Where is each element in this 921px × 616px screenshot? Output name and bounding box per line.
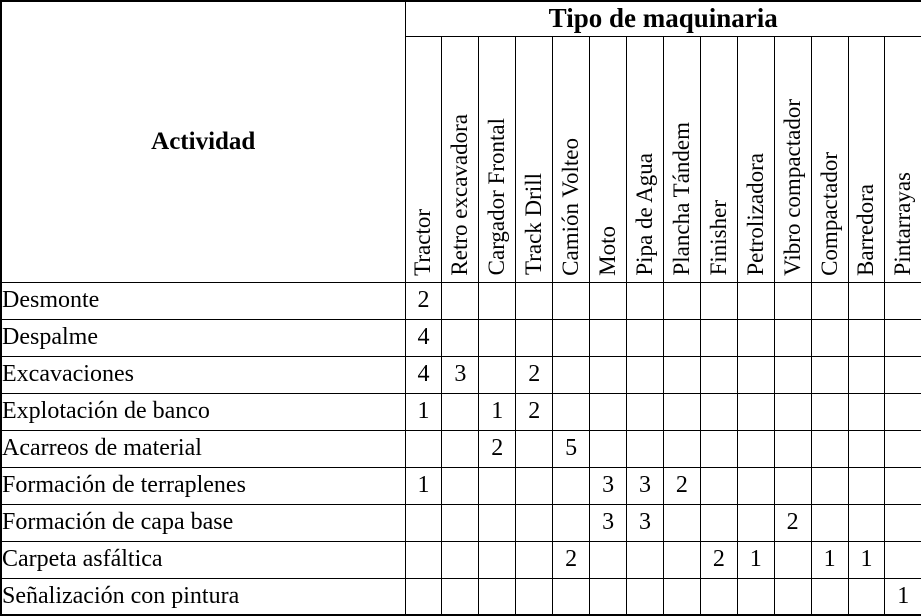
value-cell-camion-volteo: 5 bbox=[553, 430, 590, 467]
value-cell-track-drill bbox=[516, 319, 553, 356]
value-cell-finisher bbox=[700, 467, 737, 504]
column-header-plancha-tandem bbox=[663, 36, 700, 282]
value-cell-track-drill: 2 bbox=[516, 393, 553, 430]
value-cell-track-drill: 2 bbox=[516, 356, 553, 393]
value-cell-finisher bbox=[700, 356, 737, 393]
value-cell-compactador bbox=[811, 282, 848, 319]
value-cell-pipa-de-agua bbox=[627, 319, 664, 356]
value-cell-retro-excavadora bbox=[442, 319, 479, 356]
column-header-label: Barredora bbox=[853, 183, 879, 276]
activity-column-header: Actividad bbox=[1, 1, 405, 282]
value-cell-petrolizadora bbox=[737, 319, 774, 356]
column-header-cargador-frontal bbox=[479, 36, 516, 282]
table-row-senalizacion-con-pintura bbox=[1, 578, 921, 615]
table-row-formacion-de-terraplenes bbox=[1, 467, 921, 504]
value-cell-moto bbox=[590, 541, 627, 578]
value-cell-finisher bbox=[700, 393, 737, 430]
value-cell-pipa-de-agua: 3 bbox=[627, 504, 664, 541]
value-cell-finisher bbox=[700, 430, 737, 467]
value-cell-cargador-frontal: 1 bbox=[479, 393, 516, 430]
value-cell-finisher bbox=[700, 282, 737, 319]
value-cell-barredora bbox=[848, 430, 885, 467]
column-header-label: Petrolizadora bbox=[742, 152, 768, 276]
value-cell-compactador: 1 bbox=[811, 541, 848, 578]
value-cell-vibro-compactador bbox=[774, 430, 811, 467]
value-cell-barredora bbox=[848, 504, 885, 541]
column-header-vibro-compactador bbox=[774, 36, 811, 282]
column-header-moto bbox=[590, 36, 627, 282]
table-row-acarreos-de-material bbox=[1, 430, 921, 467]
value-cell-pintarrayas bbox=[885, 430, 921, 467]
column-header-petrolizadora bbox=[737, 36, 774, 282]
table-row-desmonte bbox=[1, 282, 921, 319]
value-cell-moto bbox=[590, 282, 627, 319]
value-cell-retro-excavadora bbox=[442, 282, 479, 319]
value-cell-petrolizadora bbox=[737, 430, 774, 467]
value-cell-camion-volteo bbox=[553, 356, 590, 393]
value-cell-pipa-de-agua bbox=[627, 430, 664, 467]
value-cell-moto bbox=[590, 319, 627, 356]
column-header-barredora bbox=[848, 36, 885, 282]
value-cell-camion-volteo bbox=[553, 282, 590, 319]
value-cell-camion-volteo: 2 bbox=[553, 541, 590, 578]
value-cell-pintarrayas bbox=[885, 504, 921, 541]
activity-cell: Acarreos de material bbox=[1, 430, 405, 467]
value-cell-track-drill bbox=[516, 467, 553, 504]
activity-cell: Formación de terraplenes bbox=[1, 467, 405, 504]
value-cell-compactador bbox=[811, 356, 848, 393]
value-cell-vibro-compactador bbox=[774, 393, 811, 430]
value-cell-moto bbox=[590, 430, 627, 467]
value-cell-cargador-frontal bbox=[479, 578, 516, 615]
value-cell-vibro-compactador bbox=[774, 282, 811, 319]
value-cell-pintarrayas bbox=[885, 356, 921, 393]
value-cell-petrolizadora bbox=[737, 578, 774, 615]
value-cell-pipa-de-agua bbox=[627, 393, 664, 430]
value-cell-plancha-tandem bbox=[663, 504, 700, 541]
value-cell-tractor: 1 bbox=[405, 467, 442, 504]
column-header-label: Camión Volteo bbox=[558, 137, 584, 276]
value-cell-pipa-de-agua: 3 bbox=[627, 467, 664, 504]
value-cell-tractor bbox=[405, 578, 442, 615]
value-cell-pintarrayas bbox=[885, 393, 921, 430]
value-cell-tractor bbox=[405, 541, 442, 578]
value-cell-compactador bbox=[811, 319, 848, 356]
value-cell-retro-excavadora bbox=[442, 393, 479, 430]
value-cell-compactador bbox=[811, 504, 848, 541]
column-header-compactador bbox=[811, 36, 848, 282]
value-cell-tractor bbox=[405, 430, 442, 467]
table-row-excavaciones bbox=[1, 356, 921, 393]
value-cell-barredora bbox=[848, 282, 885, 319]
value-cell-pintarrayas bbox=[885, 467, 921, 504]
value-cell-compactador bbox=[811, 430, 848, 467]
value-cell-moto bbox=[590, 578, 627, 615]
value-cell-barredora bbox=[848, 578, 885, 615]
activity-cell: Formación de capa base bbox=[1, 504, 405, 541]
value-cell-pintarrayas bbox=[885, 319, 921, 356]
value-cell-petrolizadora: 1 bbox=[737, 541, 774, 578]
column-header-label: Retro excavadora bbox=[447, 113, 473, 276]
table-row-formacion-de-capa-base bbox=[1, 504, 921, 541]
value-cell-retro-excavadora bbox=[442, 541, 479, 578]
value-cell-camion-volteo bbox=[553, 504, 590, 541]
machinery-group-header: Tipo de maquinaria bbox=[405, 1, 921, 36]
value-cell-finisher bbox=[700, 319, 737, 356]
value-cell-cargador-frontal bbox=[479, 319, 516, 356]
value-cell-track-drill bbox=[516, 578, 553, 615]
value-cell-petrolizadora bbox=[737, 393, 774, 430]
value-cell-plancha-tandem bbox=[663, 430, 700, 467]
value-cell-retro-excavadora bbox=[442, 504, 479, 541]
value-cell-barredora bbox=[848, 393, 885, 430]
value-cell-plancha-tandem bbox=[663, 541, 700, 578]
column-header-tractor bbox=[405, 36, 442, 282]
value-cell-vibro-compactador bbox=[774, 541, 811, 578]
value-cell-compactador bbox=[811, 467, 848, 504]
value-cell-moto: 3 bbox=[590, 467, 627, 504]
activity-cell: Señalización con pintura bbox=[1, 578, 405, 615]
value-cell-retro-excavadora bbox=[442, 467, 479, 504]
value-cell-tractor: 4 bbox=[405, 356, 442, 393]
value-cell-petrolizadora bbox=[737, 467, 774, 504]
value-cell-plancha-tandem: 2 bbox=[663, 467, 700, 504]
value-cell-petrolizadora bbox=[737, 504, 774, 541]
value-cell-petrolizadora bbox=[737, 356, 774, 393]
value-cell-barredora bbox=[848, 356, 885, 393]
value-cell-pipa-de-agua bbox=[627, 541, 664, 578]
value-cell-plancha-tandem bbox=[663, 282, 700, 319]
value-cell-tractor: 2 bbox=[405, 282, 442, 319]
value-cell-cargador-frontal bbox=[479, 282, 516, 319]
value-cell-camion-volteo bbox=[553, 393, 590, 430]
column-header-label: Pintarrayas bbox=[890, 172, 916, 276]
value-cell-plancha-tandem bbox=[663, 578, 700, 615]
column-header-camion-volteo bbox=[553, 36, 590, 282]
value-cell-barredora bbox=[848, 319, 885, 356]
value-cell-compactador bbox=[811, 393, 848, 430]
value-cell-plancha-tandem bbox=[663, 393, 700, 430]
activity-cell: Desmonte bbox=[1, 282, 405, 319]
value-cell-vibro-compactador bbox=[774, 578, 811, 615]
column-header-pintarrayas bbox=[885, 36, 921, 282]
value-cell-plancha-tandem bbox=[663, 319, 700, 356]
column-header-label: Plancha Tándem bbox=[668, 122, 694, 276]
value-cell-retro-excavadora bbox=[442, 578, 479, 615]
value-cell-cargador-frontal: 2 bbox=[479, 430, 516, 467]
value-cell-moto bbox=[590, 393, 627, 430]
column-header-label: Vibro compactador bbox=[779, 98, 805, 276]
column-header-finisher bbox=[700, 36, 737, 282]
table-row-carpeta-asfaltica bbox=[1, 541, 921, 578]
value-cell-cargador-frontal bbox=[479, 541, 516, 578]
table-row-explotacion-de-banco bbox=[1, 393, 921, 430]
value-cell-cargador-frontal bbox=[479, 356, 516, 393]
group-header-row bbox=[1, 1, 921, 36]
value-cell-tractor: 4 bbox=[405, 319, 442, 356]
value-cell-pintarrayas: 1 bbox=[885, 578, 921, 615]
column-header-label: Cargador Frontal bbox=[484, 118, 510, 276]
value-cell-camion-volteo bbox=[553, 578, 590, 615]
value-cell-compactador bbox=[811, 578, 848, 615]
value-cell-track-drill bbox=[516, 430, 553, 467]
activity-cell: Explotación de banco bbox=[1, 393, 405, 430]
value-cell-finisher: 2 bbox=[700, 541, 737, 578]
value-cell-finisher bbox=[700, 504, 737, 541]
column-header-label: Moto bbox=[595, 225, 620, 276]
column-header-retro-excavadora bbox=[442, 36, 479, 282]
value-cell-pipa-de-agua bbox=[627, 356, 664, 393]
value-cell-track-drill bbox=[516, 282, 553, 319]
column-header-pipa-de-agua bbox=[627, 36, 664, 282]
value-cell-camion-volteo bbox=[553, 319, 590, 356]
table-row-despalme bbox=[1, 319, 921, 356]
value-cell-moto bbox=[590, 356, 627, 393]
value-cell-vibro-compactador: 2 bbox=[774, 504, 811, 541]
value-cell-pintarrayas bbox=[885, 541, 921, 578]
value-cell-track-drill bbox=[516, 504, 553, 541]
value-cell-camion-volteo bbox=[553, 467, 590, 504]
column-header-label: Finisher bbox=[705, 200, 731, 276]
column-header-label: Compactador bbox=[816, 151, 842, 276]
value-cell-retro-excavadora bbox=[442, 430, 479, 467]
value-cell-cargador-frontal bbox=[479, 504, 516, 541]
value-cell-cargador-frontal bbox=[479, 467, 516, 504]
column-header-label: Track Drill bbox=[521, 173, 547, 276]
activity-cell: Carpeta asfáltica bbox=[1, 541, 405, 578]
value-cell-plancha-tandem bbox=[663, 356, 700, 393]
value-cell-pipa-de-agua bbox=[627, 578, 664, 615]
value-cell-moto: 3 bbox=[590, 504, 627, 541]
value-cell-tractor bbox=[405, 504, 442, 541]
value-cell-finisher bbox=[700, 578, 737, 615]
value-cell-barredora: 1 bbox=[848, 541, 885, 578]
activity-cell: Excavaciones bbox=[1, 356, 405, 393]
value-cell-vibro-compactador bbox=[774, 356, 811, 393]
value-cell-pipa-de-agua bbox=[627, 282, 664, 319]
value-cell-retro-excavadora: 3 bbox=[442, 356, 479, 393]
value-cell-tractor: 1 bbox=[405, 393, 442, 430]
activity-cell: Despalme bbox=[1, 319, 405, 356]
value-cell-vibro-compactador bbox=[774, 467, 811, 504]
column-header-track-drill bbox=[516, 36, 553, 282]
column-header-label: Pipa de Agua bbox=[631, 152, 657, 276]
value-cell-petrolizadora bbox=[737, 282, 774, 319]
value-cell-track-drill bbox=[516, 541, 553, 578]
value-cell-pintarrayas bbox=[885, 282, 921, 319]
value-cell-barredora bbox=[848, 467, 885, 504]
value-cell-vibro-compactador bbox=[774, 319, 811, 356]
column-header-label: Tractor bbox=[410, 208, 436, 276]
